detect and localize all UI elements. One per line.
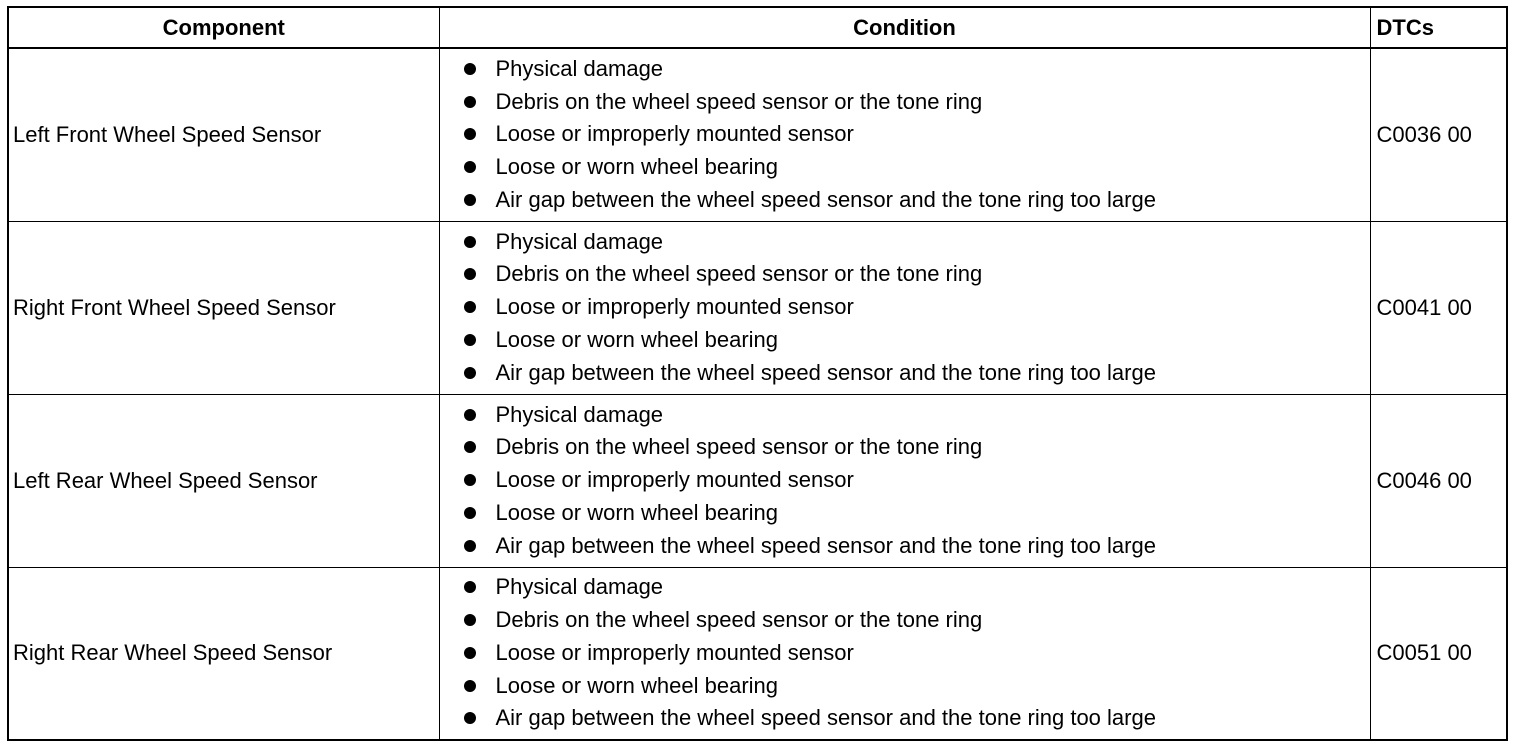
bullet-icon	[464, 161, 476, 173]
header-condition: Condition	[439, 7, 1370, 48]
condition-text: Air gap between the wheel speed sensor and the tone ring too large	[495, 532, 1156, 558]
condition-text: Loose or improperly mounted sensor	[495, 121, 854, 147]
bullet-icon	[464, 268, 476, 280]
condition-text: Loose or worn wheel bearing	[495, 672, 779, 698]
condition-text: Loose or worn wheel bearing	[495, 154, 779, 180]
condition-item	[463, 431, 1370, 464]
condition-list	[440, 226, 1370, 390]
condition-item	[463, 464, 1370, 497]
bullet-icon	[464, 614, 476, 626]
condition-text: Debris on the wheel speed sensor or the tone ring	[495, 88, 983, 114]
condition-cell	[439, 221, 1370, 394]
table-row	[8, 48, 1507, 221]
table-row	[8, 221, 1507, 394]
condition-text: Air gap between the wheel speed sensor and the tone ring too large	[495, 705, 1156, 731]
condition-list	[440, 399, 1370, 563]
condition-text: Loose or improperly mounted sensor	[495, 294, 854, 320]
bullet-icon	[464, 96, 476, 108]
condition-text: Physical damage	[495, 401, 664, 427]
component-cell: Left Front Wheel Speed Sensor	[8, 48, 439, 221]
header-dtcs: DTCs	[1370, 7, 1507, 48]
condition-text: Air gap between the wheel speed sensor and the tone ring too large	[495, 186, 1156, 212]
condition-item	[463, 324, 1370, 357]
bullet-icon	[464, 194, 476, 206]
bullet-icon	[464, 236, 476, 248]
condition-cell	[439, 567, 1370, 740]
bullet-icon	[464, 409, 476, 421]
condition-item	[463, 291, 1370, 324]
condition-text: Loose or worn wheel bearing	[495, 499, 779, 525]
condition-item	[463, 226, 1370, 259]
condition-item	[463, 86, 1370, 119]
condition-text: Physical damage	[495, 228, 664, 254]
bullet-icon	[464, 474, 476, 486]
component-cell: Left Rear Wheel Speed Sensor	[8, 394, 439, 567]
condition-text: Debris on the wheel speed sensor or the tone ring	[495, 434, 983, 460]
condition-item	[463, 604, 1370, 637]
condition-item	[463, 53, 1370, 86]
dtc-cell: C0051 00	[1370, 567, 1507, 740]
header-row	[8, 7, 1507, 48]
dtc-table-container	[7, 6, 1506, 741]
condition-item	[463, 399, 1370, 432]
component-cell: Right Rear Wheel Speed Sensor	[8, 567, 439, 740]
bullet-icon	[464, 334, 476, 346]
condition-text: Debris on the wheel speed sensor or the tone ring	[495, 607, 983, 633]
condition-text: Physical damage	[495, 55, 664, 81]
table-row	[8, 567, 1507, 740]
condition-text: Loose or improperly mounted sensor	[495, 639, 854, 665]
condition-text: Air gap between the wheel speed sensor and the tone ring too large	[495, 359, 1156, 385]
dtc-table	[7, 6, 1508, 741]
condition-text: Loose or improperly mounted sensor	[495, 467, 854, 493]
table-header	[8, 7, 1507, 48]
condition-item	[463, 357, 1370, 390]
bullet-icon	[464, 540, 476, 552]
condition-list	[440, 53, 1370, 217]
condition-cell	[439, 394, 1370, 567]
bullet-icon	[464, 581, 476, 593]
dtc-cell: C0041 00	[1370, 221, 1507, 394]
condition-text: Loose or worn wheel bearing	[495, 326, 779, 352]
condition-item	[463, 571, 1370, 604]
condition-item	[463, 118, 1370, 151]
bullet-icon	[464, 712, 476, 724]
bullet-icon	[464, 301, 476, 313]
component-cell: Right Front Wheel Speed Sensor	[8, 221, 439, 394]
dtc-cell: C0036 00	[1370, 48, 1507, 221]
condition-item	[463, 258, 1370, 291]
bullet-icon	[464, 441, 476, 453]
bullet-icon	[464, 680, 476, 692]
dtc-cell: C0046 00	[1370, 394, 1507, 567]
condition-item	[463, 151, 1370, 184]
bullet-icon	[464, 367, 476, 379]
condition-list	[440, 571, 1370, 735]
condition-text: Physical damage	[495, 574, 664, 600]
condition-item	[463, 497, 1370, 530]
header-component: Component	[8, 7, 439, 48]
table-body	[8, 48, 1507, 740]
condition-cell	[439, 48, 1370, 221]
bullet-icon	[464, 63, 476, 75]
bullet-icon	[464, 128, 476, 140]
bullet-icon	[464, 507, 476, 519]
condition-item	[463, 637, 1370, 670]
condition-text: Debris on the wheel speed sensor or the tone ring	[495, 261, 983, 287]
condition-item	[463, 530, 1370, 563]
bullet-icon	[464, 647, 476, 659]
condition-item	[463, 702, 1370, 735]
condition-item	[463, 670, 1370, 703]
table-row	[8, 394, 1507, 567]
condition-item	[463, 184, 1370, 217]
